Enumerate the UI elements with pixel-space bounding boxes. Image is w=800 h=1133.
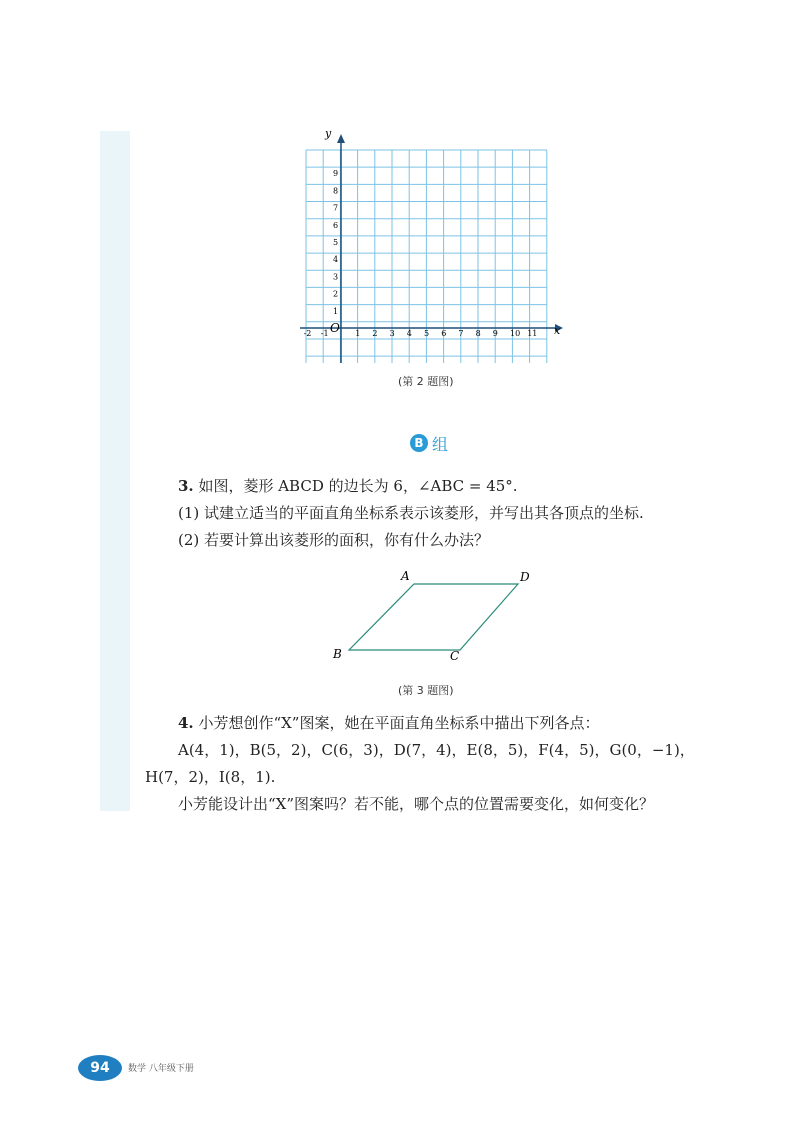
problem3-part1: (1) 试建立适当的平面直角坐标系表示该菱形，并写出其各顶点的坐标. <box>178 504 644 522</box>
vertex-b-label: B <box>333 647 342 661</box>
x-tick-label: 1 <box>355 329 361 338</box>
y-tick-label: 7 <box>333 203 339 213</box>
y-tick-label: 8 <box>333 186 339 196</box>
y-axis-label: y <box>325 127 332 140</box>
vertex-c-label: C <box>450 649 460 663</box>
problem4-points-line: A(4，1)，B(5，2)，C(6，3)，D(7，4)，E(8，5)，F(4，5)，G(0，−1)， <box>178 741 695 759</box>
problem4-text: 小芳想创作“X”图案，她在平面直角坐标系中描出下列各点： <box>198 714 600 732</box>
y-tick-label: 2 <box>333 289 339 299</box>
x-tick-label: 11 <box>527 329 538 338</box>
problem4-question: 小芳能设计出“X”图案吗？若不能，哪个点的位置需要变化，如何变化？ <box>178 795 655 813</box>
x-tick-label: 7 <box>458 329 464 338</box>
y-tick-label: 9 <box>333 169 339 179</box>
page-number-badge: 94 <box>78 1055 122 1081</box>
x-tick-label: 4 <box>406 329 412 338</box>
problem3-text: 如图，菱形 ABCD 的边长为 6，∠ABC = 45°. <box>198 477 518 495</box>
x-tick-label: 2 <box>372 329 378 338</box>
problem3-number: 3. <box>178 477 194 495</box>
coordinate-grid-figure <box>290 125 570 370</box>
y-tick-label: 5 <box>333 238 339 247</box>
problem4-points-continued: H(7，2)，I(8，1). <box>145 768 276 786</box>
x-tick-label: 3 <box>389 329 395 338</box>
figure2-caption: (第 2 题图) <box>398 375 454 388</box>
section-b-label: 组 <box>432 435 449 454</box>
section-b-badge: B <box>410 434 428 452</box>
y-axis-arrow <box>337 134 345 143</box>
figure3-caption: (第 3 题图) <box>398 684 454 697</box>
x-tick-label: 5 <box>424 329 430 338</box>
x-axis-label: x <box>554 324 561 337</box>
rhombus-abcd <box>349 584 518 650</box>
side-margin-band <box>100 131 130 811</box>
problem3-statement <box>178 476 518 496</box>
y-tick-label: 6 <box>333 220 339 230</box>
y-tick-label: 1 <box>333 306 339 316</box>
problem4-number: 4. <box>178 714 194 732</box>
origin-label: O <box>330 321 340 335</box>
x-tick-label: -1 <box>320 329 329 338</box>
x-tick-label: -2 <box>303 329 312 338</box>
axis-ticks <box>304 169 538 338</box>
vertex-d-label: D <box>520 570 530 584</box>
problem4-line1 <box>178 713 599 733</box>
y-tick-label: 4 <box>333 255 339 265</box>
rhombus-figure <box>325 562 540 667</box>
x-tick-label: 6 <box>441 329 447 338</box>
x-tick-label: 8 <box>475 329 481 338</box>
x-tick-label: 10 <box>510 329 521 338</box>
y-tick-label: 3 <box>333 272 339 282</box>
book-title: 数学 八年级下册 <box>128 1064 194 1074</box>
problem3-part2: (2) 若要计算出该菱形的面积，你有什么办法？ <box>178 531 490 549</box>
vertex-a-label: A <box>401 569 410 583</box>
x-tick-label: 9 <box>492 329 498 338</box>
